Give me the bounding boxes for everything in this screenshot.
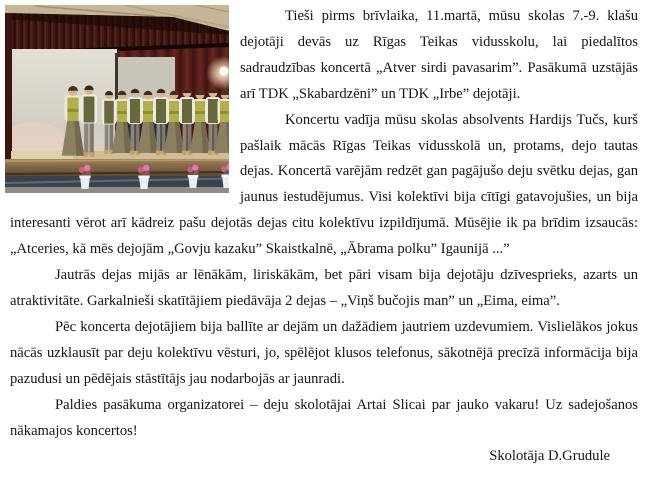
author-signature: Skolotāja D.Grudule [489, 448, 610, 465]
paragraph-thanks: Paldies pasākuma organizatorei – deju skolotājai Artai Slicai par jauko vakaru! Uz sadejošanos nākamajos koncertos! [10, 396, 638, 439]
paragraph-concert: Koncertu vadīja mūsu skolas absolvents Hardijs Tučs, kurš pašlaik mācās Rīgas Teikas vidusskolā un, protams, dejo tautas dejas. Koncertā varējām redzēt gan pagājušo deju svētku dejas, gan jaunus iestudējumus. Visi kolektīvi bija cītīgi gatavojušies, un bija interesanti vērot arī kādreiz pašu dejotās dejas citu kolektīvu izpildījumā. Mūsējie ik pa brīdim izsaucās: „Atceries, kā mēs dejojām „Govju kazaku” Skaistkalnē, „Ābrama polku” Igaunijā ...” [10, 111, 638, 258]
paragraph-intro: Tieši pirms brīvlaika, 11.martā, mūsu skolas 7.-9. klašu dejotāji devās uz Rīgas Teikas vidusskolu, lai piedalītos sadraudzības koncertā „Atver sirdi pavasarim”. Pasākumā uzstājās arī TDK „Skabardzēni” un TDK „Irbe” dejotāji. [240, 8, 638, 102]
paragraph-party: Pēc koncerta dejotājiem bija ballīte ar dejām un dažādiem jautriem uzdevumiem. Vislielākos jokus nācās uzklausīt par deju kolektīvu vēsturi, jo, spēlējot klusos telefonus, sākotnējā precīzā informācija bija pazudusi un pēdējais stāstītājs jau nodarbojās ar jaunradi. [10, 318, 638, 387]
folk-dance-photo-illustration [5, 5, 229, 193]
folk-dancers [62, 85, 229, 157]
concert-stage-photo [5, 5, 229, 193]
paragraph-dances: Jautrās dejas mijās ar lēnākām, liriskākām, bet pāri visam bija dejotāju dzīvesprieks, azarts un atraktivitāte. Garkalnieši skatītājiem piedāvāja 2 dejas – „Viņš bučojis man” un „Eima, eima”. [10, 267, 638, 309]
